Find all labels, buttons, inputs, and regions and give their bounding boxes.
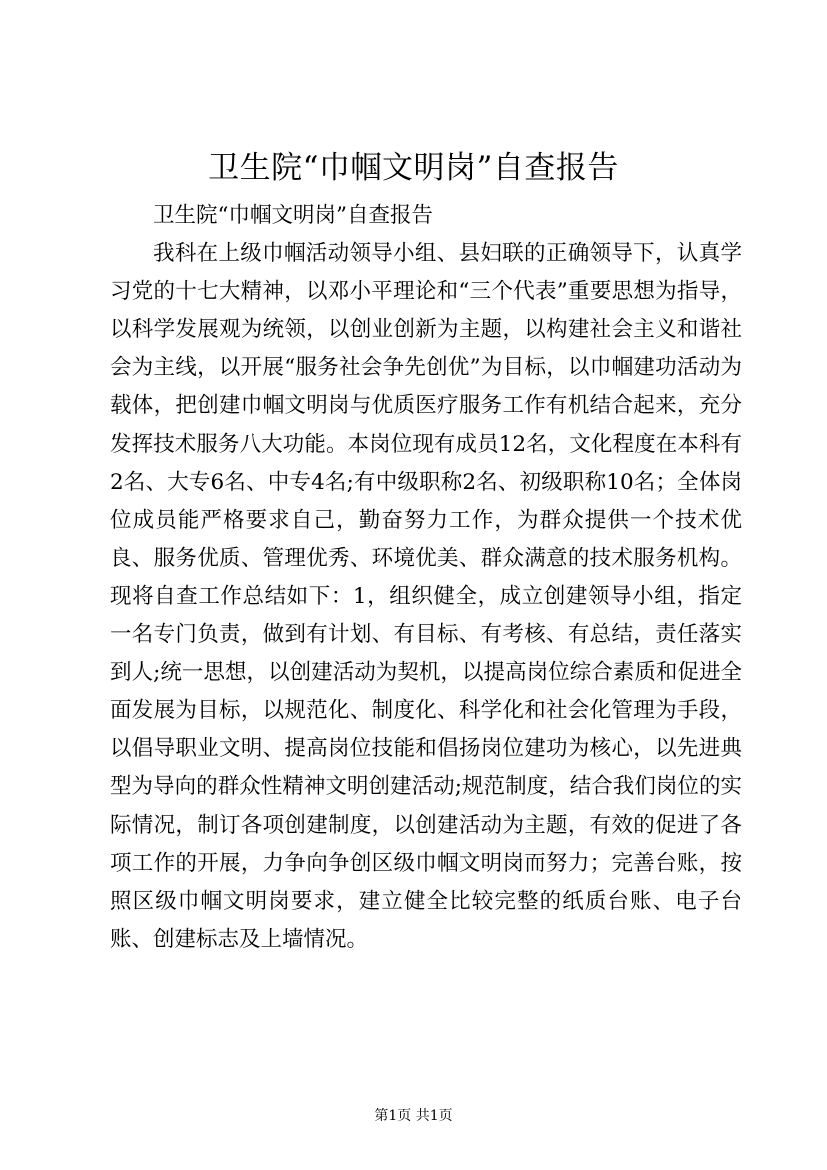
subtitle-paragraph: 卫生院“巾帼文明岗”自查报告 xyxy=(153,203,433,228)
page-number-footer: 第1页 共1页 xyxy=(374,1108,453,1124)
body-paragraph: 我科在上级巾帼活动领导小组、县妇联的正确领导下，认真学习党的十七大精神，以邓小平理论和“三个代表”重要思想为指导，以科学发展观为统领，以创业创新为主题，以构建社会主义和谐社会为主线，以开展“服务社会争先创优”为目标，以巾帼建功活动为载体，把创建巾帼文明岗与优质医疗服务工作有机结合起来，充分发挥技术服务八大功能。本岗位现有成员12名，文化程度在本科有2名、大专6名、中专4名;有中级职称2名、初级职称10名；全体岗位成员能严格要求自己，勤奋努力工作，为群众提供一个技术优良、服务优质、管理优秀、环境优美、群众满意的技术服务机构。现将自查工作总结如下：1，组织健全，成立创建领导小组，指定一名专门负责，做到有计划、有目标、有考核、有总结，责任落实到人;统一思想，以创建活动为契机，以提高岗位综合素质和促进全面发展为目标，以规范化、制度化、科学化和社会化管理为手段，以倡导职业文明、提高岗位技能和倡扬岗位建功为核心，以先进典型为导向的群众性精神文明创建活动;规范制度，结合我们岗位的实际情况，制订各项创建制度，以创建活动为主题，有效的促进了各项工作的开展，力争向争创区级巾帼文明岗而努力；完善台账，按照区级巾帼文明岗要求，建立健全比较完整的纸质台账、电子台账、创建标志及上墙情况。 xyxy=(110,241,742,952)
document-body xyxy=(110,197,742,959)
document-title: 卫生院“巾帼文明岗”自查报告 xyxy=(208,150,619,186)
